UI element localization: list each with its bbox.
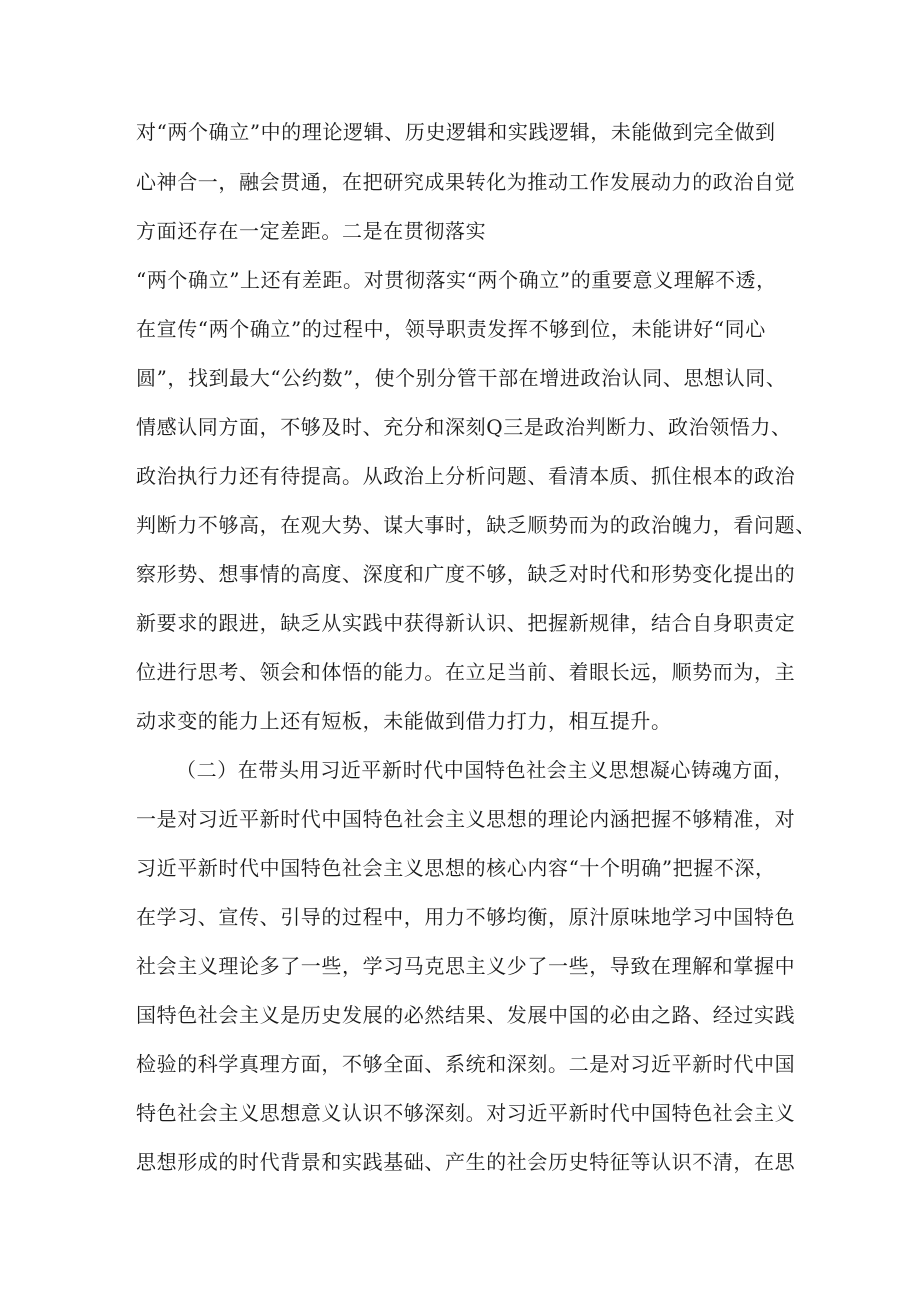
text-line-1: 对“两个确立”中的理论逻辑、历史逻辑和实践逻辑，未能做到完全做到 (136, 120, 776, 144)
text-line-19: 国特色社会主义是历史发展的必然结果、发展中国的必由之路、经过实践 (136, 1003, 796, 1027)
text-line-7: 情感认同方面，不够及时、充分和深刻Q三是政治判断力、政治领悟力、 (136, 415, 792, 439)
text-line-17: 在学习、宣传、引导的过程中，用力不够均衡，原汁原味地学习中国特色 (136, 905, 796, 929)
text-line-2: 心神合一，融会贯通，在把研究成果转化为推动工作发展动力的政治自觉 (136, 170, 796, 194)
text-line-11: 新要求的跟进，缺乏从实践中获得新认识、把握新规律，结合自身职责定 (136, 611, 796, 635)
text-line-8: 政治执行力还有待提高。从政治上分析问题、看清本质、抓住根本的政治 (136, 464, 796, 488)
text-line-18: 社会主义理论多了一些，学习马克思主义少了一些，导致在理解和掌握中 (136, 954, 796, 978)
text-line-22: 思想形成的时代背景和实践基础、产生的社会历史特征等认识不清，在思 (136, 1150, 796, 1174)
text-line-13: 动求变的能力上还有短板，未能做到借力打力，相互提升。 (136, 709, 672, 733)
text-line-4: “两个确立”上还有差距。对贯彻落实“两个确立”的重要意义理解不透， (136, 268, 777, 292)
text-line-12: 位进行思考、领会和体悟的能力。在立足当前、着眼长远，顺势而为，主 (136, 660, 796, 684)
text-line-3: 方面还存在一定差距。二是在贯彻落实 (136, 219, 487, 243)
text-line-20: 检验的科学真理方面，不够全面、系统和深刻。二是对习近平新时代中国 (136, 1052, 796, 1076)
text-line-16: 习近平新时代中国特色社会主义思想的核心内容“十个明确”把握不深， (136, 856, 776, 880)
text-line-15: 一是对习近平新时代中国特色社会主义思想的理论内涵把握不够精准，对 (136, 807, 796, 831)
text-line-9: 判断力不够高，在观大势、谋大事时，缺乏顺势而为的政治魄力，看问题、 (136, 513, 816, 537)
text-line-5: 在宣传“两个确立”的过程中，领导职责发挥不够到位，未能讲好“同心 (136, 317, 766, 341)
text-line-10: 察形势、想事情的高度、深度和广度不够，缺乏对时代和形势变化提出的 (136, 562, 796, 586)
text-line-6: 圆”，找到最大“公约数”，使个别分管干部在增进政治认同、思想认同、 (136, 366, 787, 390)
text-line-21: 特色社会主义思想意义认识不够深刻。对习近平新时代中国特色社会主义 (136, 1101, 796, 1125)
section-heading-line: （二）在带头用习近平新时代中国特色社会主义思想凝心铸魂方面， (176, 758, 794, 782)
